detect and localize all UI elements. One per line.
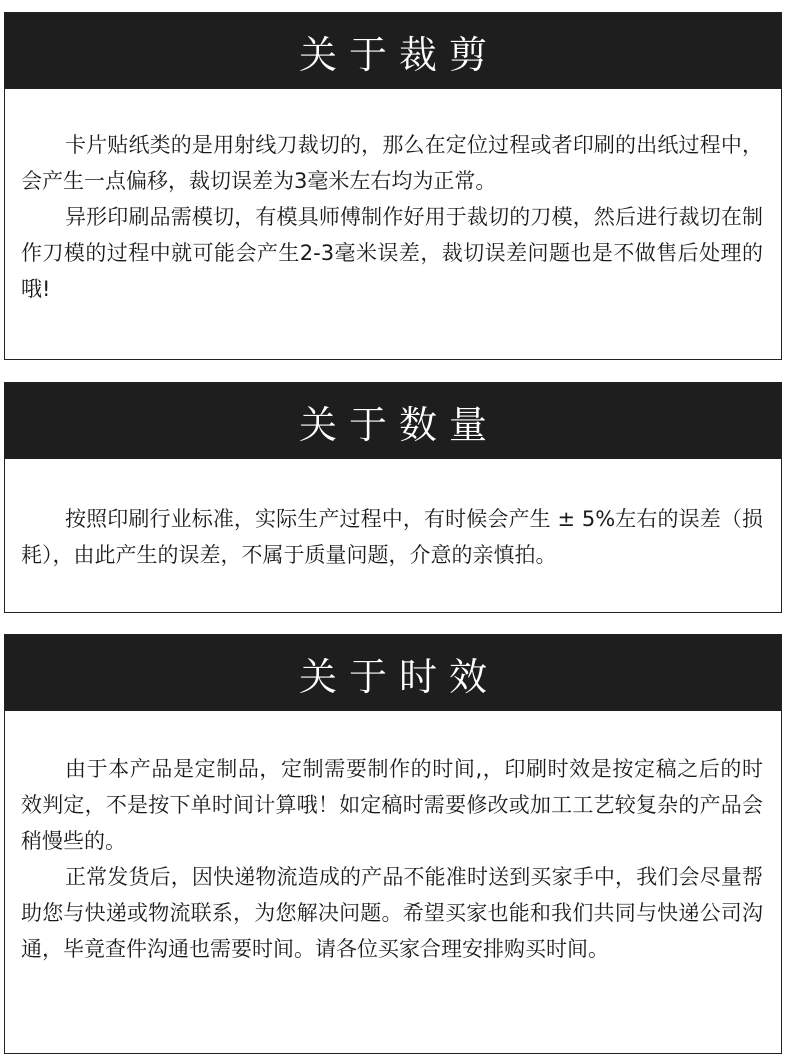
section-quantity [4,382,782,613]
section-title: 关于数量 [298,402,499,447]
section-header [5,383,781,459]
paragraph: 正常发货后，因快递物流造成的产品不能准时送到买家手中，我们会尽量帮助您与快递或物流联系，为您解决问题。希望买家也能和我们共同与快递公司沟通，毕竟查件沟通也需要时间。请各位买家合理安排购买时间。 [21,865,763,961]
section-header [5,13,781,89]
section-title: 关于裁剪 [298,32,499,77]
paragraph: 由于本产品是定制品，定制需要制作的时间,，印刷时效是按定稿之后的时效判定，不是按下单时间计算哦！如定稿时需要修改或加工工艺较复杂的产品会稍慢些的。 [21,757,763,853]
section-body [5,711,781,967]
paragraph: 卡片贴纸类的是用射线刀裁切的，那么在定位过程或者印刷的出纸过程中，会产生一点偏移，裁切误差为3毫米左右均为正常。 [21,133,763,193]
paragraph: 按照印刷行业标准，实际生产过程中，有时候会产生 ± 5%左右的误差（损耗），由此产生的误差，不属于质量问题，介意的亲慎拍。 [21,507,763,567]
paragraph: 异形印刷品需模切，有模具师傅制作好用于裁切的刀模，然后进行裁切在制作刀模的过程中就可能会产生2-3毫米误差，裁切误差问题也是不做售后处理的哦! [21,205,763,301]
section-header [5,635,781,711]
section-body [5,459,781,573]
section-cutting [4,12,782,360]
section-timing [4,634,782,1054]
section-title: 关于时效 [298,654,499,699]
section-body [5,89,781,307]
